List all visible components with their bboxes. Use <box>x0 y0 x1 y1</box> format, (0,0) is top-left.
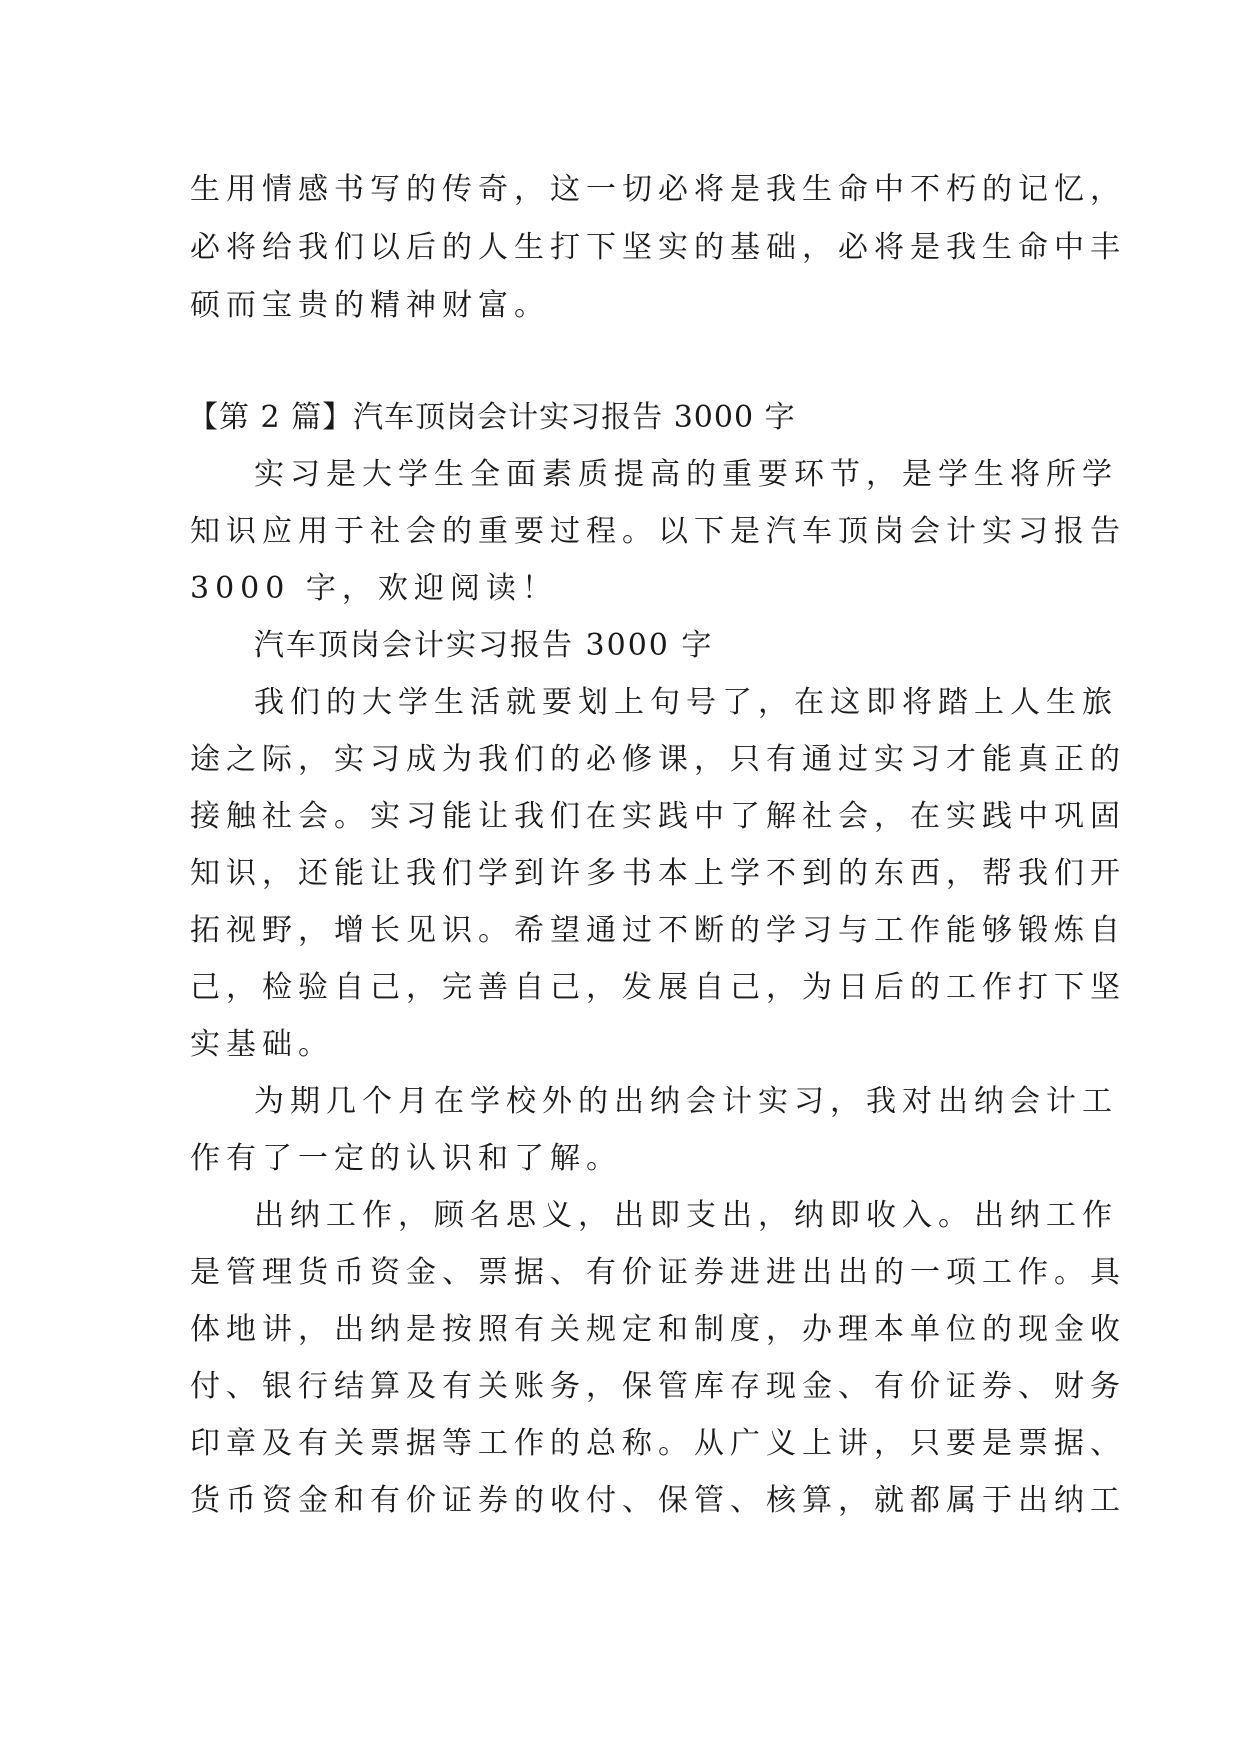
paragraph-line: 实习是大学生全面素质提高的重要环节，是学生将所学 <box>254 457 1118 492</box>
paragraph-line: 生用情感书写的传奇，这一切必将是我生命中不朽的记忆， <box>190 172 1126 207</box>
paragraph-line: 必将给我们以后的人生打下坚实的基础，必将是我生命中丰 <box>190 230 1126 265</box>
paragraph-line: 硕而宝贵的精神财富。 <box>190 288 550 323</box>
paragraph-line: 是管理货币资金、票据、有价证券进进出出的一项工作。具 <box>190 1255 1126 1290</box>
section-heading: 【第 2 篇】汽车顶岗会计实习报告 3000 字 <box>188 400 796 435</box>
paragraph-line: 为期几个月在学校外的出纳会计实习，我对出纳会计工 <box>254 1084 1118 1119</box>
paragraph-line: 知识，还能让我们学到许多书本上学不到的东西，帮我们开 <box>190 856 1126 891</box>
paragraph-line: 途之际，实习成为我们的必修课，只有通过实习才能真正的 <box>190 742 1126 777</box>
subtitle-line: 汽车顶岗会计实习报告 3000 字 <box>254 628 714 663</box>
paragraph-line: 接触社会。实习能让我们在实践中了解社会，在实践中巩固 <box>190 799 1126 834</box>
paragraph-line: 货币资金和有价证券的收付、保管、核算，就都属于出纳工 <box>190 1483 1126 1518</box>
paragraph-line: 付、银行结算及有关账务，保管库存现金、有价证券、财务 <box>190 1369 1126 1404</box>
paragraph-line: 拓视野，增长见识。希望通过不断的学习与工作能够锻炼自 <box>190 913 1126 948</box>
paragraph-line: 3000 字，欢迎阅读！ <box>190 571 558 606</box>
paragraph-line: 体地讲，出纳是按照有关规定和制度，办理本单位的现金收 <box>190 1312 1126 1347</box>
paragraph-line: 作有了一定的认识和了解。 <box>190 1141 622 1176</box>
paragraph-line: 印章及有关票据等工作的总称。从广义上讲，只要是票据、 <box>190 1426 1126 1461</box>
paragraph-line: 出纳工作，顾名思义，出即支出，纳即收入。出纳工作 <box>254 1198 1118 1233</box>
paragraph-line: 实基础。 <box>190 1027 334 1062</box>
paragraph-line: 知识应用于社会的重要过程。以下是汽车顶岗会计实习报告 <box>190 514 1126 549</box>
paragraph-line: 己，检验自己，完善自己，发展自己，为日后的工作打下坚 <box>190 970 1126 1005</box>
paragraph-line: 我们的大学生活就要划上句号了，在这即将踏上人生旅 <box>254 685 1118 720</box>
